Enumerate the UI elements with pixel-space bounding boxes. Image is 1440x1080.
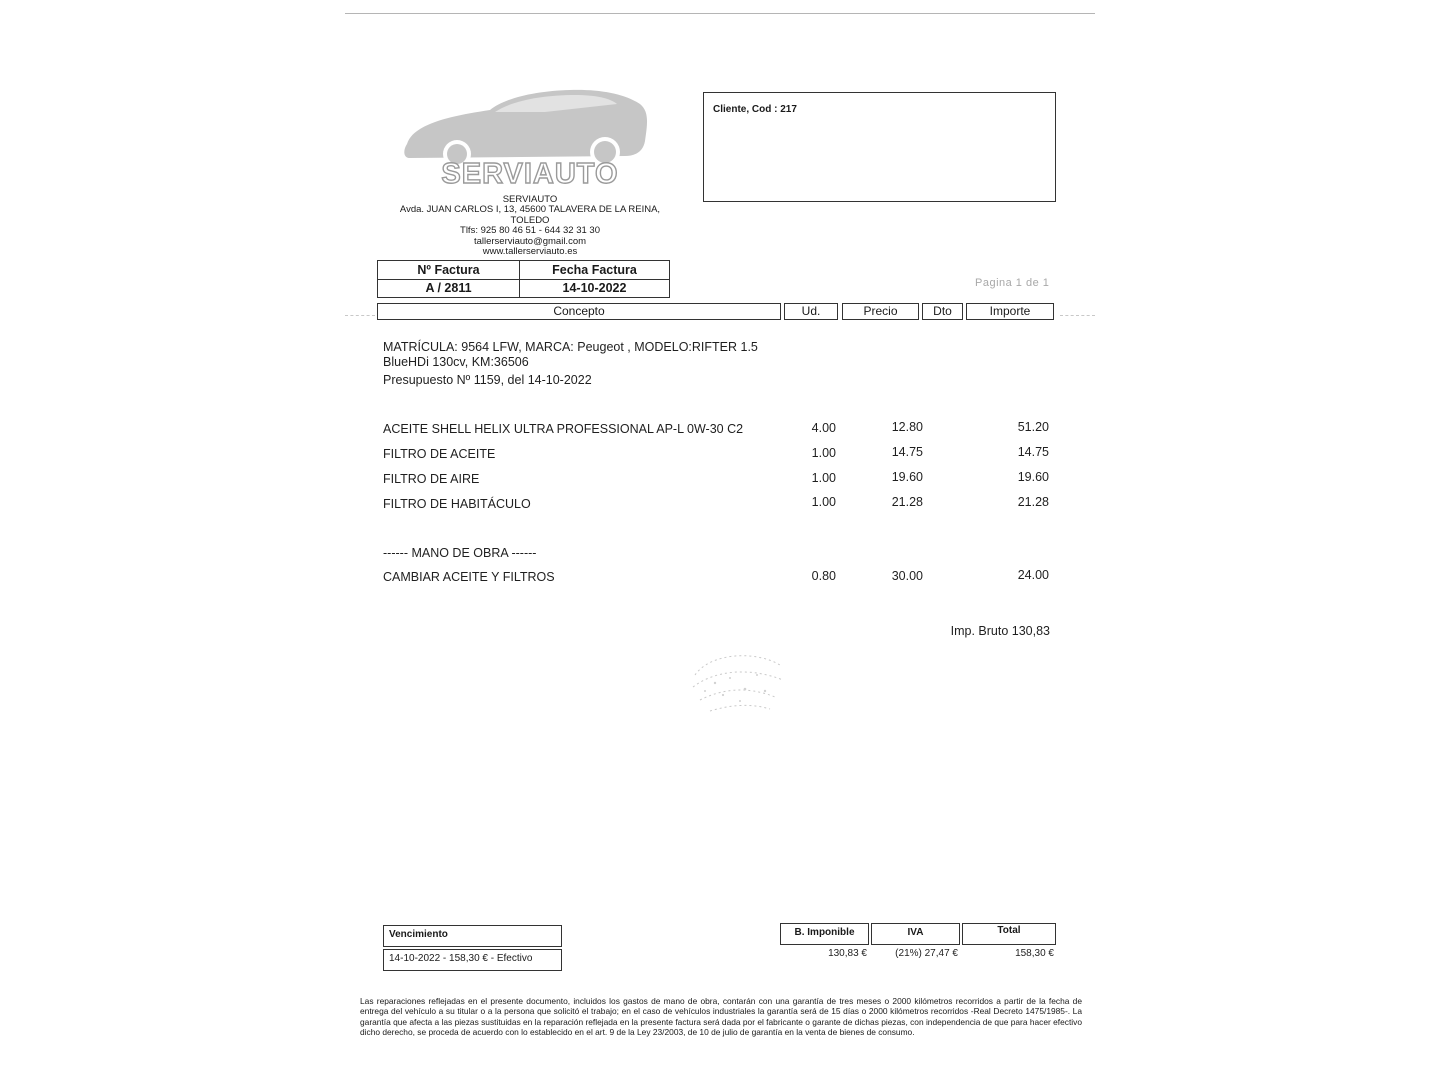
item-desc: FILTRO DE ACEITE: [383, 447, 496, 461]
invoice-number-label: Nº Factura: [377, 260, 520, 280]
due-value: 14-10-2022 - 158,30 € - Efectivo: [383, 949, 562, 971]
item-ud: 1.00: [811, 446, 836, 460]
due-label: Vencimiento: [383, 925, 562, 947]
col-importe: Importe: [966, 303, 1054, 320]
item-precio: 19.60: [891, 470, 923, 484]
item-importe: 51.20: [1017, 420, 1049, 434]
client-code: Cliente, Cod : 217: [713, 104, 797, 115]
item-precio: 21.28: [891, 495, 923, 509]
item-desc: ACEITE SHELL HELIX ULTRA PROFESSIONAL AP-L 0W-30 C2: [383, 422, 744, 436]
company-web: www.tallerserviauto.es: [482, 246, 578, 258]
item-ud: 4.00: [811, 421, 836, 435]
svg-text:SERVIAUTO: SERVIAUTO: [441, 158, 619, 190]
gross-amount: Imp. Bruto 130,83: [950, 624, 1050, 638]
labor-header: ------ MANO DE OBRA ------: [383, 546, 537, 560]
scan-dash-right: [1060, 315, 1095, 316]
scan-edge-line: [345, 13, 1095, 14]
invoice-number: A / 2811: [377, 279, 520, 298]
item-importe: 21.28: [1017, 495, 1049, 509]
item-importe: 19.60: [1017, 470, 1049, 484]
col-dto: Dto: [922, 303, 963, 320]
item-ud: 1.00: [811, 471, 836, 485]
scan-dash-left: [345, 315, 375, 316]
col-concepto: Concepto: [377, 303, 781, 320]
labor-precio: 30.00: [891, 569, 923, 583]
col-precio: Precio: [842, 303, 919, 320]
page-indicator: Pagina 1 de 1: [975, 277, 1050, 289]
faint-stamp: [685, 645, 790, 720]
item-importe: 14.75: [1017, 445, 1049, 459]
total-label: Total: [962, 923, 1056, 945]
invoice-date-label: Fecha Factura: [519, 260, 670, 280]
item-precio: 14.75: [891, 445, 923, 459]
warranty-text: Las reparaciones reflejadas en el presente documento, incluidos los gastos de mano de obra, contarán con una garantía de tres meses o 2000 kilómetros recorridos a partir de la fecha de entrega del vehículo a su titular o a la persona que solicitó el trabajo; en el caso de vehículos industriales la garantía será de 15 días o 2000 kilómetros recorridos -Real Decreto 1475/1985-. La garantía que afecta a las piezas sustituidas en la reparación reflejada en la presente factura será dada por el fabricante o garante de dichas piezas, con independencia de que para hacer efectivo dicho derecho, se proceda de acuerdo con lo establecido en el art. 9 de la Ley 23/2003, de 10 de julio de garantía en la venta de bienes de consumo.: [360, 996, 1082, 1037]
company-city: TOLEDO: [510, 214, 550, 226]
company-name: SERVIAUTO: [502, 194, 558, 205]
labor-importe: 24.00: [1017, 568, 1049, 582]
item-precio: 12.80: [891, 420, 923, 434]
company-logo: [395, 86, 665, 191]
col-ud: Ud.: [784, 303, 838, 320]
item-desc: FILTRO DE AIRE: [383, 472, 480, 486]
vat-label: IVA: [871, 923, 960, 945]
item-desc: FILTRO DE HABITÁCULO: [383, 497, 531, 511]
vehicle-line-1: MATRÍCULA: 9564 LFW, MARCA: Peugeot , MODELO:RIFTER 1.5: [383, 340, 758, 354]
labor-ud: 0.80: [811, 569, 836, 583]
vehicle-line-2: BlueHDi 130cv, KM:36506: [383, 355, 529, 369]
company-phones: Tlfs: 925 80 46 51 - 644 32 31 30: [460, 225, 600, 237]
budget-ref: Presupuesto Nº 1159, del 14-10-2022: [383, 373, 592, 387]
vat-value: (21%) 27,47 €: [895, 948, 958, 959]
invoice-date: 14-10-2022: [519, 279, 670, 298]
tax-base-value: 130,83 €: [828, 948, 867, 959]
item-ud: 1.00: [811, 495, 836, 509]
company-info: [380, 195, 680, 257]
company-email: tallerserviauto@gmail.com: [473, 235, 587, 247]
tax-base-label: B. Imponible: [780, 923, 869, 945]
company-address: Avda. JUAN CARLOS I, 13, 45600 TALAVERA DE LA REINA,: [399, 204, 661, 216]
stamp-icon: [685, 645, 790, 720]
car-logo-icon: [395, 86, 665, 191]
labor-desc: CAMBIAR ACEITE Y FILTROS: [383, 570, 555, 584]
total-value: 158,30 €: [1015, 948, 1054, 959]
